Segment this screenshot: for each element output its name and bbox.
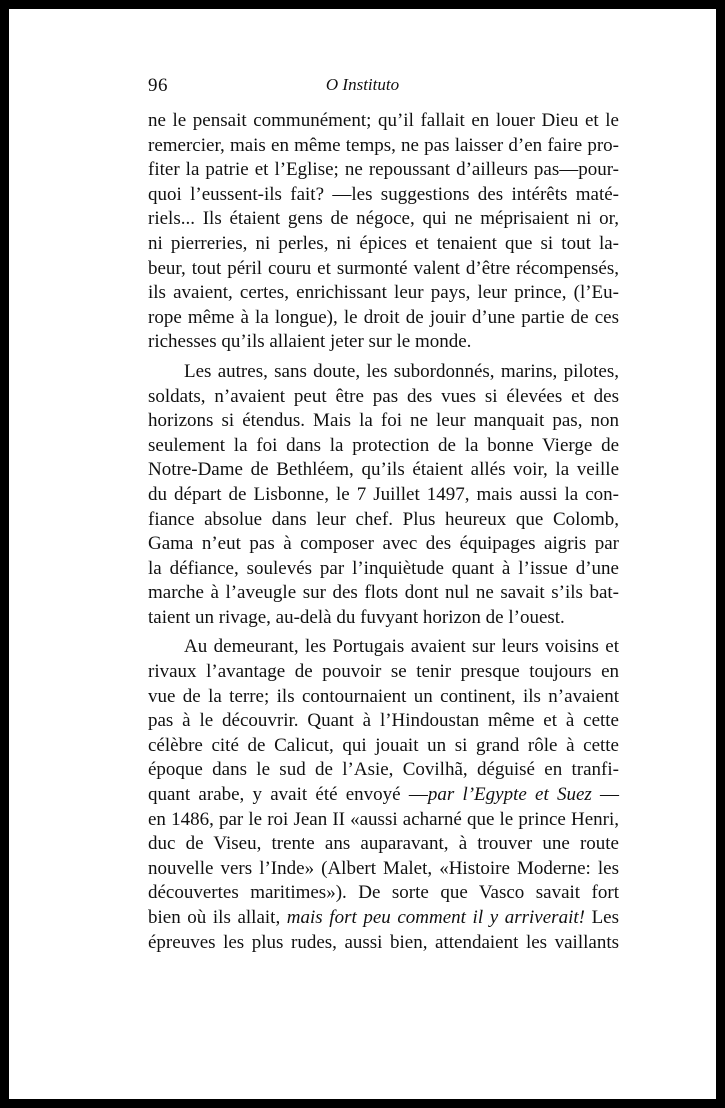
text-line: la défiance, soulevés par l’inquiètude quant à l’issue d’une [148, 557, 619, 579]
paragraph-3 [148, 635, 619, 955]
text-line: ni pierreries, ni perles, ni épices et tenaient que si tout la- [148, 232, 619, 254]
text-line: beur, tout péril couru et surmonté valent d’être récompensés, [148, 257, 619, 279]
text-line: fiance absolue dans leur chef. Plus heureux que Colomb, [148, 508, 619, 530]
text-line: soldats, n’avaient peut être pas des vues si élevées et des [148, 385, 619, 407]
text-line: du départ de Lisbonne, le 7 Juillet 1497, mais aussi la con- [148, 483, 619, 505]
text-line: ne le pensait communément; qu’il fallait en louer Dieu et le [148, 110, 619, 131]
text-line: nouvelle vers l’Inde» (Albert Malet, «Histoire Moderne: les [148, 857, 619, 879]
text-line: marche à l’aveugle sur des flots dont nul ne savait s’ils bat- [148, 582, 619, 604]
text-line: Au demeurant, les Portugais avaient sur leurs voisins et [184, 636, 619, 658]
text-run: Les [584, 907, 619, 928]
text-line [148, 783, 619, 808]
text-line: remercier, mais en même temps, ne pas laisser d’en faire pro- [148, 134, 619, 156]
text-line: fiter la patrie et l’Eglise; ne repoussant d’ailleurs pas—pour- [148, 159, 619, 181]
text-line: riels... Ils étaient gens de négoce, qui ne méprisaient ni or, [148, 208, 619, 230]
text-line: quoi l’eussent-ils fait? —les suggestions des intérêts maté- [148, 183, 619, 205]
text-line: ils avaient, certes, enrichissant leur pays, leur prince, (l’Eu- [148, 282, 619, 304]
text-line: célèbre cité de Calicut, qui jouait un si grand rôle à cette [148, 734, 619, 756]
body-text [148, 109, 619, 955]
text-line: taient un rivage, au-delà du fuvyant horizon de l’ouest. [148, 606, 565, 628]
text-line: richesses qu’ils allaient jeter sur le monde. [148, 331, 472, 353]
text-line: époque dans le sud de l’Asie, Covilhã, déguisé en tranfi- [148, 759, 619, 781]
book-page [9, 9, 716, 1099]
text-line: horizons si étendus. Mais la foi ne leur manquait pas, non [148, 410, 619, 432]
paragraph-1 [148, 109, 619, 355]
text-run: bien où ils allait, [148, 907, 287, 928]
text-run: — [591, 784, 619, 806]
text-line: épreuves les plus rudes, aussi bien, attendaient les vaillants [148, 931, 619, 953]
text-line: seulement la foi dans la protection de la bonne Vierge de [148, 434, 619, 456]
text-line: pas à le découvrir. Quant à l’Hindoustan même et à cette [148, 710, 619, 732]
text-line: Notre-Dame de Bethléem, qu’ils étaient allés voir, la veille [148, 459, 619, 481]
text-line: rope même à la longue), le droit de jouir d’une partie de ces [148, 306, 619, 328]
text-line [148, 906, 619, 931]
text-line: découvertes maritimes»). De sorte que Vasco savait fort [148, 882, 619, 904]
text-line: duc de Viseu, trente ans auparavant, à trouver une route [148, 833, 619, 855]
text-line: Les autres, sans doute, les subordonnés, marins, pilotes, [184, 360, 619, 382]
page-header [9, 75, 716, 101]
italic-text: par l’Egypte et Suez [427, 784, 592, 806]
text-run: quant arabe, y avait été envoyé — [148, 784, 428, 806]
text-line: vue de la terre; ils contournaient un continent, ils n’avaient [148, 685, 619, 707]
text-line: rivaux l’avantage de pouvoir se tenir presque toujours en [148, 661, 619, 683]
text-line: Gama n’eut pas à composer avec des équipages aigris par [148, 533, 619, 555]
italic-text: mais fort peu comment il y arriverait! [286, 907, 585, 928]
running-title: O Instituto [325, 75, 400, 94]
text-line: en 1486, par le roi Jean II «aussi acharné que le prince Henri, [148, 808, 619, 830]
page-number: 96 [148, 75, 168, 96]
paragraph-2 [148, 360, 619, 631]
